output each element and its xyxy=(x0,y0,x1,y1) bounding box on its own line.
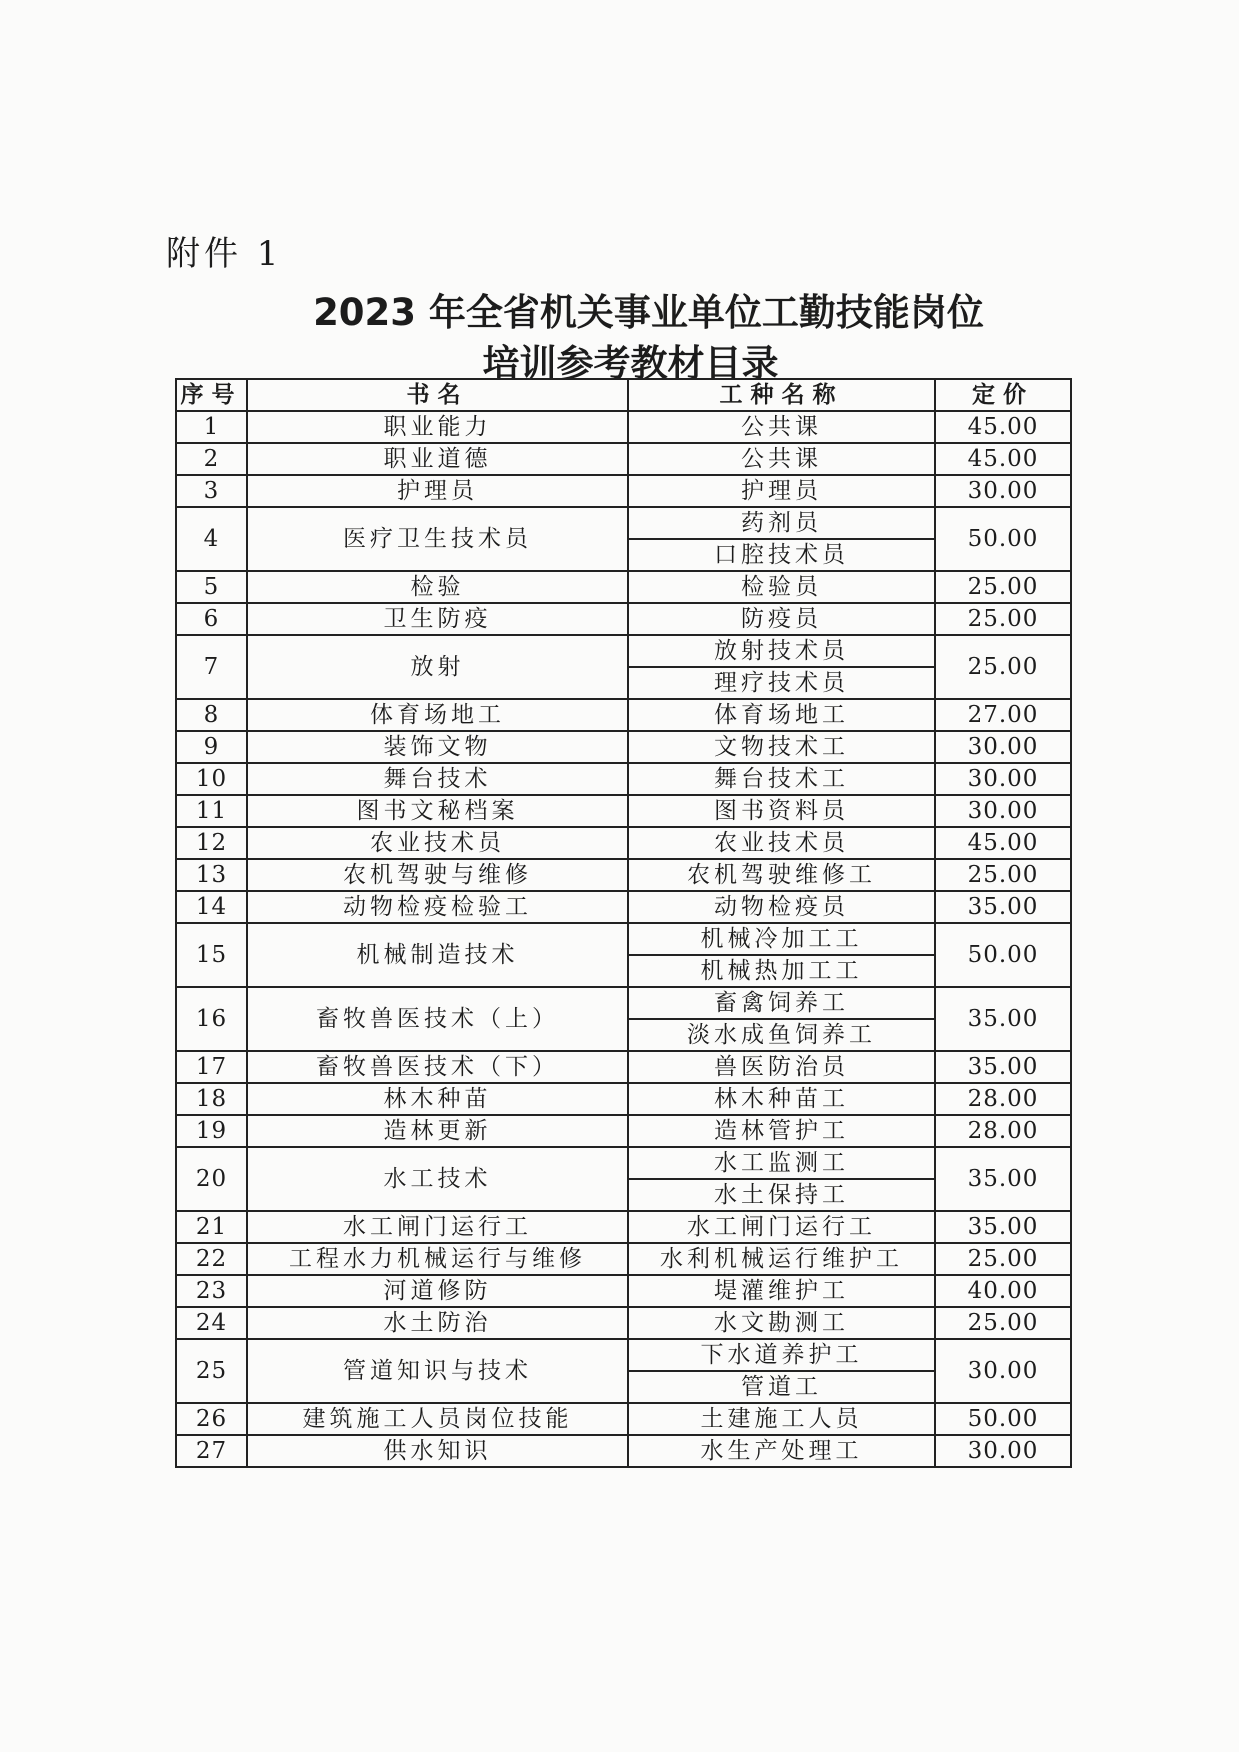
cell-job-type: 舞台技术工 xyxy=(628,763,935,795)
table-row xyxy=(176,699,1071,731)
cell-price: 25.00 xyxy=(935,603,1071,635)
header-job-type: 工种名称 xyxy=(628,379,935,411)
cell-job-type: 水生产处理工 xyxy=(628,1435,935,1467)
cell-serial: 16 xyxy=(176,987,247,1051)
cell-price: 50.00 xyxy=(935,1403,1071,1435)
cell-book-name: 图书文秘档案 xyxy=(247,795,628,827)
cell-book-name: 农业技术员 xyxy=(247,827,628,859)
cell-book-name: 动物检疫检验工 xyxy=(247,891,628,923)
cell-price: 25.00 xyxy=(935,1307,1071,1339)
cell-book-name: 农机驾驶与维修 xyxy=(247,859,628,891)
table-row xyxy=(176,1083,1071,1115)
cell-price: 30.00 xyxy=(935,475,1071,507)
cell-job-type: 水工闸门运行工 xyxy=(628,1211,935,1243)
cell-price: 25.00 xyxy=(935,635,1071,699)
cell-book-name: 护理员 xyxy=(247,475,628,507)
cell-price: 35.00 xyxy=(935,891,1071,923)
cell-price: 35.00 xyxy=(935,1211,1071,1243)
cell-price: 30.00 xyxy=(935,731,1071,763)
cell-book-name: 体育场地工 xyxy=(247,699,628,731)
table-row xyxy=(176,859,1071,891)
cell-book-name: 放射 xyxy=(247,635,628,699)
table-row xyxy=(176,923,1071,955)
table-row xyxy=(176,635,1071,667)
cell-price: 45.00 xyxy=(935,827,1071,859)
cell-price: 30.00 xyxy=(935,795,1071,827)
cell-job-type: 药剂员 xyxy=(628,507,935,539)
cell-book-name: 机械制造技术 xyxy=(247,923,628,987)
cell-book-name: 舞台技术 xyxy=(247,763,628,795)
cell-job-type: 检验员 xyxy=(628,571,935,603)
cell-serial: 18 xyxy=(176,1083,247,1115)
cell-job-type: 水利机械运行维护工 xyxy=(628,1243,935,1275)
cell-job-type: 土建施工人员 xyxy=(628,1403,935,1435)
cell-serial: 26 xyxy=(176,1403,247,1435)
table-row xyxy=(176,1147,1071,1179)
cell-serial: 22 xyxy=(176,1243,247,1275)
cell-book-name: 林木种苗 xyxy=(247,1083,628,1115)
cell-job-type: 机械热加工工 xyxy=(628,955,935,987)
cell-job-type: 农业技术员 xyxy=(628,827,935,859)
cell-serial: 9 xyxy=(176,731,247,763)
cell-serial: 15 xyxy=(176,923,247,987)
cell-serial: 2 xyxy=(176,443,247,475)
cell-serial: 21 xyxy=(176,1211,247,1243)
cell-serial: 5 xyxy=(176,571,247,603)
cell-job-type: 文物技术工 xyxy=(628,731,935,763)
cell-book-name: 建筑施工人员岗位技能 xyxy=(247,1403,628,1435)
cell-price: 30.00 xyxy=(935,1339,1071,1403)
catalog-table xyxy=(175,378,1072,1468)
cell-serial: 25 xyxy=(176,1339,247,1403)
cell-job-type: 畜禽饲养工 xyxy=(628,987,935,1019)
cell-job-type: 林木种苗工 xyxy=(628,1083,935,1115)
table-row xyxy=(176,1403,1071,1435)
cell-job-type: 水文勘测工 xyxy=(628,1307,935,1339)
cell-serial: 8 xyxy=(176,699,247,731)
table-row xyxy=(176,411,1071,443)
table-body xyxy=(176,411,1071,1467)
cell-job-type: 下水道养护工 xyxy=(628,1339,935,1371)
cell-job-type: 护理员 xyxy=(628,475,935,507)
cell-serial: 19 xyxy=(176,1115,247,1147)
cell-book-name: 水工技术 xyxy=(247,1147,628,1211)
cell-job-type: 体育场地工 xyxy=(628,699,935,731)
cell-job-type: 动物检疫员 xyxy=(628,891,935,923)
cell-book-name: 检验 xyxy=(247,571,628,603)
cell-price: 25.00 xyxy=(935,859,1071,891)
cell-price: 45.00 xyxy=(935,411,1071,443)
cell-price: 25.00 xyxy=(935,1243,1071,1275)
table-row xyxy=(176,1051,1071,1083)
cell-job-type: 公共课 xyxy=(628,443,935,475)
table-row xyxy=(176,795,1071,827)
cell-serial: 7 xyxy=(176,635,247,699)
cell-book-name: 工程水力机械运行与维修 xyxy=(247,1243,628,1275)
table-row xyxy=(176,1211,1071,1243)
cell-serial: 1 xyxy=(176,411,247,443)
table-header-row xyxy=(176,379,1071,411)
table-row xyxy=(176,1307,1071,1339)
table-row xyxy=(176,475,1071,507)
table-row xyxy=(176,891,1071,923)
cell-price: 28.00 xyxy=(935,1083,1071,1115)
table-row xyxy=(176,827,1071,859)
table-row xyxy=(176,1275,1071,1307)
cell-book-name: 河道修防 xyxy=(247,1275,628,1307)
cell-price: 25.00 xyxy=(935,571,1071,603)
cell-price: 50.00 xyxy=(935,507,1071,571)
cell-book-name: 水工闸门运行工 xyxy=(247,1211,628,1243)
cell-price: 27.00 xyxy=(935,699,1071,731)
cell-book-name: 职业道德 xyxy=(247,443,628,475)
table-row xyxy=(176,1115,1071,1147)
header-serial: 序号 xyxy=(176,379,247,411)
cell-book-name: 职业能力 xyxy=(247,411,628,443)
document-title: 2023 年全省机关事业单位工勤技能岗位 xyxy=(313,291,984,334)
cell-price: 35.00 xyxy=(935,1147,1071,1211)
header-price: 定价 xyxy=(935,379,1071,411)
header-book-name: 书名 xyxy=(247,379,628,411)
cell-job-type: 防疫员 xyxy=(628,603,935,635)
cell-serial: 6 xyxy=(176,603,247,635)
cell-book-name: 管道知识与技术 xyxy=(247,1339,628,1403)
document-subtitle: 培训参考教材目录 xyxy=(482,342,779,385)
cell-book-name: 供水知识 xyxy=(247,1435,628,1467)
cell-serial: 27 xyxy=(176,1435,247,1467)
cell-serial: 24 xyxy=(176,1307,247,1339)
table-row xyxy=(176,603,1071,635)
cell-serial: 14 xyxy=(176,891,247,923)
cell-price: 40.00 xyxy=(935,1275,1071,1307)
cell-price: 30.00 xyxy=(935,763,1071,795)
cell-job-type: 水土保持工 xyxy=(628,1179,935,1211)
cell-price: 35.00 xyxy=(935,1051,1071,1083)
cell-job-type: 造林管护工 xyxy=(628,1115,935,1147)
table-row xyxy=(176,1243,1071,1275)
cell-price: 28.00 xyxy=(935,1115,1071,1147)
table-row xyxy=(176,763,1071,795)
table-row xyxy=(176,1435,1071,1467)
cell-serial: 4 xyxy=(176,507,247,571)
attachment-label: 附件 1 xyxy=(166,234,283,274)
cell-book-name: 造林更新 xyxy=(247,1115,628,1147)
cell-serial: 11 xyxy=(176,795,247,827)
cell-serial: 10 xyxy=(176,763,247,795)
table-row xyxy=(176,443,1071,475)
cell-price: 50.00 xyxy=(935,923,1071,987)
cell-job-type: 图书资料员 xyxy=(628,795,935,827)
table-row xyxy=(176,571,1071,603)
table-row xyxy=(176,1339,1071,1371)
table-row xyxy=(176,987,1071,1019)
cell-job-type: 农机驾驶维修工 xyxy=(628,859,935,891)
cell-job-type: 兽医防治员 xyxy=(628,1051,935,1083)
cell-book-name: 装饰文物 xyxy=(247,731,628,763)
cell-price: 35.00 xyxy=(935,987,1071,1051)
cell-book-name: 医疗卫生技术员 xyxy=(247,507,628,571)
cell-book-name: 卫生防疫 xyxy=(247,603,628,635)
cell-job-type: 堤灌维护工 xyxy=(628,1275,935,1307)
table-row xyxy=(176,731,1071,763)
cell-serial: 3 xyxy=(176,475,247,507)
cell-book-name: 畜牧兽医技术（下） xyxy=(247,1051,628,1083)
cell-job-type: 理疗技术员 xyxy=(628,667,935,699)
cell-job-type: 公共课 xyxy=(628,411,935,443)
cell-book-name: 畜牧兽医技术（上） xyxy=(247,987,628,1051)
table-row xyxy=(176,507,1071,539)
cell-price: 30.00 xyxy=(935,1435,1071,1467)
cell-job-type: 口腔技术员 xyxy=(628,539,935,571)
cell-price: 45.00 xyxy=(935,443,1071,475)
cell-job-type: 淡水成鱼饲养工 xyxy=(628,1019,935,1051)
cell-serial: 12 xyxy=(176,827,247,859)
cell-serial: 23 xyxy=(176,1275,247,1307)
cell-job-type: 放射技术员 xyxy=(628,635,935,667)
cell-book-name: 水土防治 xyxy=(247,1307,628,1339)
cell-serial: 20 xyxy=(176,1147,247,1211)
cell-serial: 13 xyxy=(176,859,247,891)
cell-job-type: 水工监测工 xyxy=(628,1147,935,1179)
cell-job-type: 机械冷加工工 xyxy=(628,923,935,955)
cell-job-type: 管道工 xyxy=(628,1371,935,1403)
cell-serial: 17 xyxy=(176,1051,247,1083)
